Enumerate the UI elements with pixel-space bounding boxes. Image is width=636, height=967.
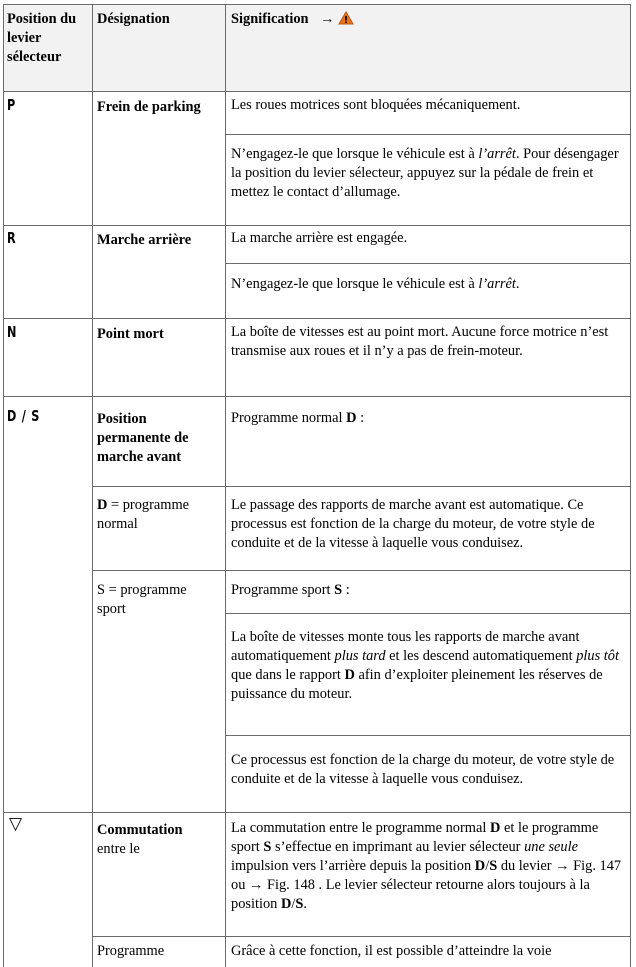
designation-s-sport: [97, 581, 217, 619]
designation-ds: [97, 410, 222, 467]
signification-text: Grâce à cette fonction, il est possible d’atteindre la voie: [231, 943, 552, 959]
rule: [3, 225, 631, 226]
signification-s-sport-2: [231, 628, 626, 704]
text-segment: S: [295, 896, 304, 912]
header-designation: [97, 10, 222, 29]
text-segment: Programme sport: [231, 582, 335, 598]
rule: [630, 4, 631, 967]
text-segment: plus tard: [334, 648, 386, 664]
rule: [225, 134, 630, 135]
position-symbol-triangle: [9, 815, 22, 834]
symbol-text: N: [7, 323, 18, 341]
signification-text: Les roues motrices sont bloquées mécaniquement.: [231, 97, 521, 113]
text-segment: plus tôt: [576, 648, 619, 664]
symbol-text: D / S: [7, 407, 41, 425]
designation-text: Frein de parking: [97, 99, 201, 115]
designation-text: S = programme sport: [97, 582, 187, 617]
text-segment: D: [346, 410, 357, 426]
designation-r: [97, 231, 222, 250]
text-segment: S: [334, 582, 343, 598]
text-segment: :: [342, 582, 350, 598]
rule: [225, 613, 630, 614]
text-segment: afin d’exploiter pleinement les réserves de puissance du moteur.: [231, 667, 603, 702]
text-segment: et le programme sport: [231, 820, 599, 855]
signification-programme: [231, 942, 626, 961]
text-segment: D: [489, 820, 501, 836]
text-segment: /: [291, 896, 296, 912]
rule: [3, 4, 631, 5]
signification-text: La boîte de vitesses est au point mort. Aucune force motrice n’est transmise aux roues et il n’y a pas de frein-moteur.: [231, 324, 609, 359]
text-segment: S: [489, 858, 498, 874]
text-segment: une seule: [524, 839, 579, 855]
text-segment: .: [515, 276, 520, 292]
position-symbol-p: [7, 96, 19, 116]
rule: [225, 735, 630, 736]
text-segment: et les descend automatiquement: [385, 648, 577, 664]
text-segment: S: [263, 839, 272, 855]
signification-s-sport-3: [231, 751, 626, 789]
text-segment: La commutation entre le programme normal: [231, 820, 490, 836]
designation-commutation: [97, 821, 222, 859]
text-segment: La boîte de vitesses monte tous les rapports de marche avant automatiquement: [231, 629, 580, 664]
rule: [92, 486, 630, 487]
text-segment: :: [356, 410, 365, 426]
header-signification-text: Signification: [231, 11, 309, 27]
text-segment: entre le: [97, 841, 140, 857]
designation-text: Programme: [97, 943, 165, 959]
signification-text: La marche arrière est engagée.: [231, 230, 408, 246]
designation-p: [97, 98, 222, 117]
signification-r-2: [231, 275, 626, 294]
symbol-text: P: [7, 96, 16, 114]
text-segment: D: [344, 667, 355, 683]
designation-text: Point mort: [97, 326, 164, 342]
position-symbol-r: [7, 229, 20, 249]
triangle-down-icon: ▽: [9, 814, 23, 834]
signification-p-2: [231, 145, 626, 202]
signification-s-sport-1: [231, 581, 626, 600]
header-position: [7, 10, 91, 67]
text-segment: . Pour désengager la position du levier sélecteur, appuyez sur la pédale de frein et mettez le contact d’allumage.: [231, 146, 619, 200]
rule: [3, 4, 4, 967]
designation-d-normal: [97, 496, 222, 534]
text-segment: Programme normal: [231, 410, 347, 426]
text-segment: l’arrêt: [478, 276, 516, 292]
position-symbol-n: [7, 323, 21, 343]
header-signification: [231, 10, 626, 29]
text-segment: que dans le rapport: [231, 667, 345, 683]
rule: [92, 936, 630, 937]
text-segment: l’arrêt: [478, 146, 516, 162]
rule: [3, 318, 631, 319]
text-segment: N’engagez-le que lorsque le véhicule est à: [231, 146, 479, 162]
rule: [3, 812, 631, 813]
text-segment: = programme normal: [97, 497, 190, 532]
designation-programme: [97, 942, 222, 961]
text-segment: impulsion vers l’arrière depuis la position: [231, 858, 475, 874]
signification-p-1: [231, 96, 626, 115]
rule: [92, 570, 630, 571]
header-designation-text: Désignation: [97, 11, 170, 27]
text-segment: D: [97, 497, 108, 513]
warning-icon: [338, 11, 354, 25]
signification-text: Le passage des rapports de marche avant est automatique. Ce processus est fonction de la charge du moteur, de votre style de conduite et de la vitesse à laquelle vous conduisez.: [231, 497, 595, 551]
signification-commutation: [231, 819, 626, 914]
designation-text: Marche arrière: [97, 232, 192, 248]
text-segment: .: [303, 896, 308, 912]
header-position-text: Position du levier sélecteur: [7, 11, 77, 65]
designation-n: [97, 325, 222, 344]
text-segment: N’engagez-le que lorsque le véhicule est à: [231, 276, 479, 292]
text-segment: Commutation: [97, 822, 183, 838]
text-segment: /: [485, 858, 490, 874]
designation-text: Position permanente de marche avant: [97, 411, 189, 465]
text-segment: D: [280, 896, 292, 912]
text-segment: s’effectue en imprimant au levier sélecteur: [271, 839, 525, 855]
signification-r-1: [231, 229, 626, 248]
rule: [3, 91, 631, 92]
symbol-text: R: [7, 229, 17, 247]
text-segment: du levier → Fig. 147 ou → Fig. 148 . Le levier sélecteur retourne alors toujours à la position: [231, 858, 622, 912]
rule: [225, 263, 630, 264]
signification-n: [231, 323, 626, 361]
signification-ds-1: [231, 409, 626, 428]
text-segment: D: [474, 858, 486, 874]
position-symbol-ds: [7, 407, 51, 427]
arrow-icon: →: [320, 11, 335, 27]
signification-text: Ce processus est fonction de la charge du moteur, de votre style de conduite et de la vitesse à laquelle vous conduisez.: [231, 752, 615, 787]
rule: [3, 396, 631, 397]
signification-d-normal: [231, 496, 626, 553]
